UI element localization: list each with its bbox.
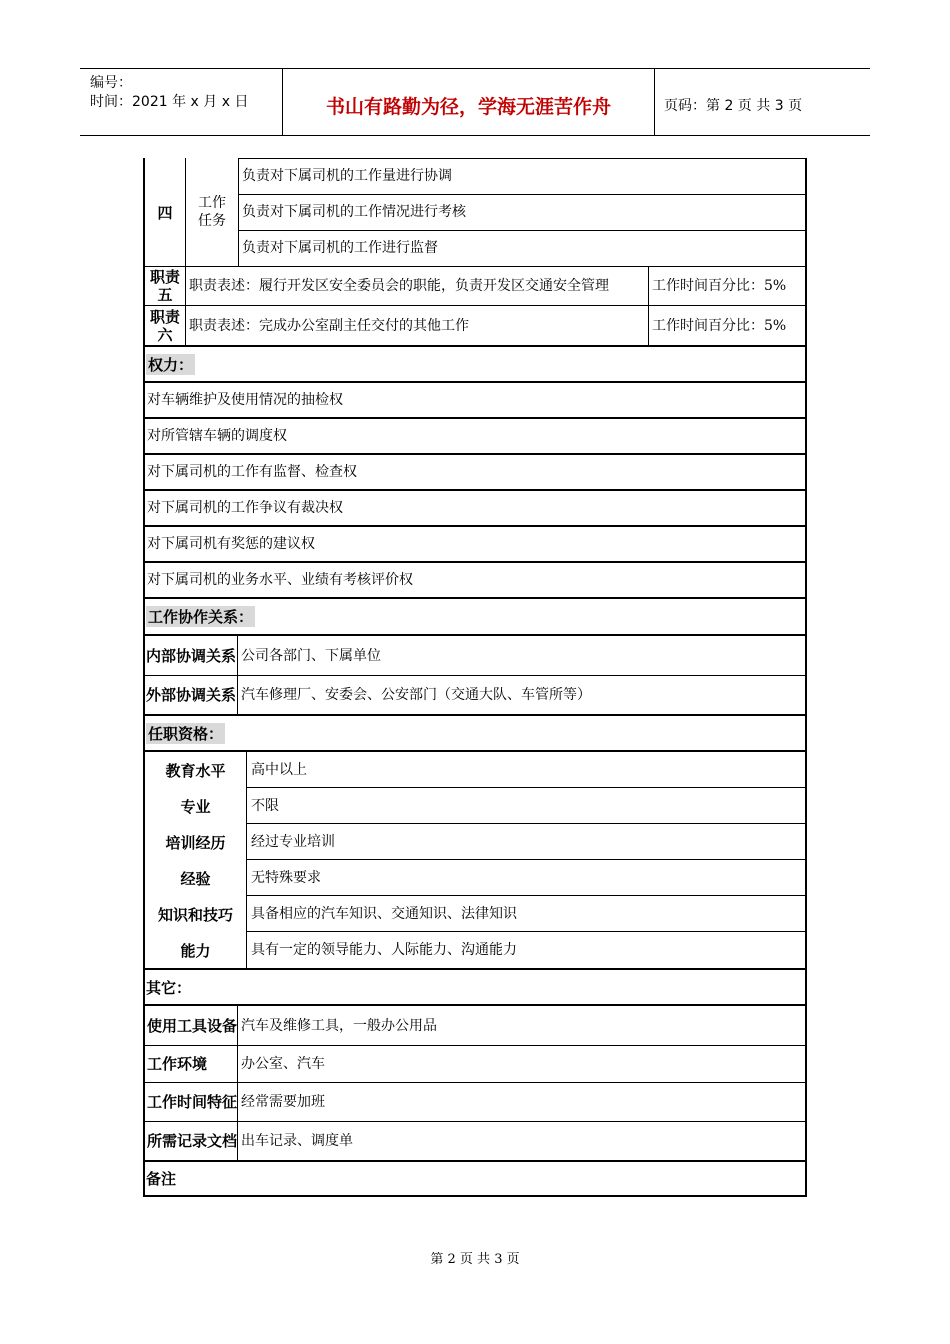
table-bottom-border [143, 1195, 807, 1197]
other-title-text: 其它： [146, 978, 192, 997]
qualification-value: 高中以上 [251, 762, 307, 778]
grid-line [185, 266, 186, 345]
external-relation-label: 外部协调关系 [145, 686, 236, 704]
authority-item: 对下属司机的业务水平、业绩有考核评价权 [147, 572, 413, 588]
qualification-value: 具有一定的领导能力、人际能力、沟通能力 [251, 942, 517, 958]
qualification-label: 能力 [180, 941, 211, 960]
authority-item: 对下属司机的工作争议有裁决权 [147, 500, 343, 516]
duty-four-task: 负责对下属司机的工作进行监督 [242, 240, 438, 256]
header-top-rule [80, 68, 870, 69]
authority-title-text: 权力： [148, 355, 194, 374]
qualification-value: 不限 [251, 798, 279, 814]
header-page-label: 页码：第 2 页 共 3 页 [664, 98, 803, 114]
other-value: 办公室、汽车 [241, 1056, 325, 1072]
other-label: 所需记录文档 [147, 1132, 237, 1150]
duty-six-desc: 职责表述：完成办公室副主任交付的其他工作 [189, 317, 469, 334]
duty-four-task: 负责对下属司机的工作情况进行考核 [242, 204, 466, 220]
header-divider-right [654, 68, 655, 136]
duty-five-label: 职责五 [149, 267, 180, 304]
grid-line [648, 266, 649, 345]
relations-title-text: 工作协作关系： [148, 608, 254, 626]
qualification-label: 知识和技巧 [157, 905, 233, 924]
qualification-label: 专业 [180, 797, 211, 816]
header-slogan: 书山有路勤为径，学海无涯苦作舟 [325, 96, 611, 118]
qualifications-title-text: 任职资格： [148, 724, 224, 743]
other-label: 工作环境 [147, 1055, 208, 1073]
qualification-label: 经验 [180, 869, 211, 888]
other-value: 经常需要加班 [241, 1094, 325, 1110]
internal-relation-label: 内部协调关系 [145, 646, 236, 665]
qualification-label: 教育水平 [165, 761, 226, 780]
other-title [146, 970, 446, 1004]
duty-five-desc: 职责表述：履行开发区安全委员会的职能，负责开发区交通安全管理 [189, 277, 609, 294]
header-bottom-rule [80, 135, 870, 136]
authority-item: 对下属司机有奖惩的建议权 [147, 536, 315, 552]
grid-line [237, 636, 238, 714]
internal-relation-value: 公司各部门、下属单位 [241, 647, 381, 664]
grid-line [238, 158, 239, 266]
authority-title [146, 347, 446, 381]
qualifications-title [146, 716, 446, 750]
authority-item: 对所管辖车辆的调度权 [147, 428, 287, 444]
other-value: 汽车及维修工具，一般办公用品 [241, 1017, 437, 1034]
duty-six-time: 工作时间百分比：5% [652, 317, 787, 334]
table-right-border [805, 158, 807, 1197]
duty-six-label: 职责六 [149, 307, 180, 344]
remark-title-text: 备注 [146, 1170, 177, 1188]
doc-number-label: 编号： [90, 75, 132, 91]
duty-four-label: 四 [157, 203, 173, 222]
task-label: 工作任务 [198, 195, 226, 229]
qualification-value: 无特殊要求 [251, 870, 321, 886]
qualification-label: 培训经历 [165, 833, 226, 852]
qualification-value: 具备相应的汽车知识、交通知识、法律知识 [251, 906, 517, 922]
authority-item: 对下属司机的工作有监督、检查权 [147, 464, 357, 480]
other-value: 出车记录、调度单 [241, 1133, 353, 1149]
remark-title [146, 1162, 446, 1195]
doc-date-label: 时间：2021 年 x 月 x 日 [90, 94, 249, 110]
other-label: 使用工具设备 [147, 1016, 237, 1035]
grid-line [237, 1006, 238, 1160]
authority-item: 对车辆维护及使用情况的抽检权 [147, 392, 343, 408]
external-relation-value: 汽车修理厂、安委会、公安部门（交通大队、车管所等） [241, 687, 591, 703]
duty-five-time: 工作时间百分比：5% [652, 277, 787, 294]
other-label: 工作时间特征 [147, 1093, 237, 1111]
grid-line [246, 752, 247, 968]
relations-title [146, 599, 446, 634]
qualification-value: 经过专业培训 [251, 834, 335, 850]
duty-four-task: 负责对下属司机的工作量进行协调 [242, 168, 452, 184]
footer-page-number: 第 2 页 共 3 页 [430, 1252, 520, 1267]
